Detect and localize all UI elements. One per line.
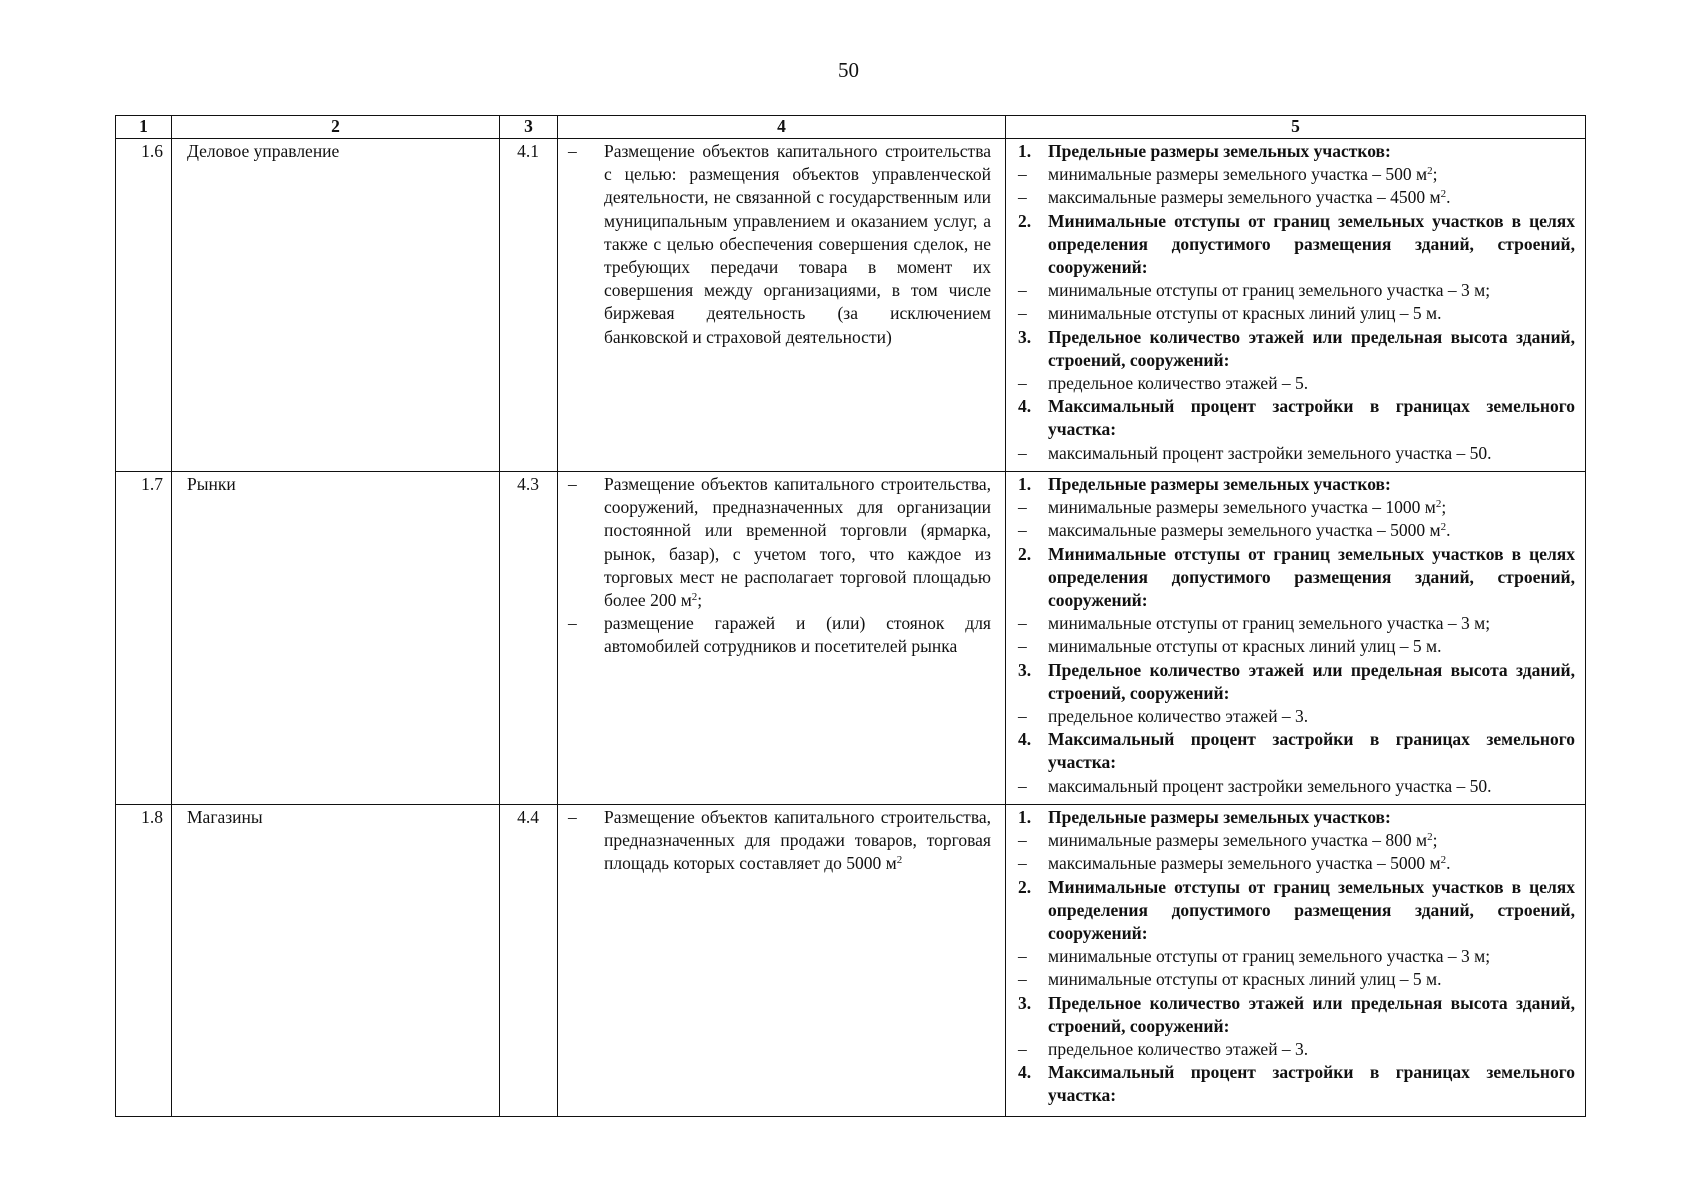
parameter-item xyxy=(1018,852,1575,875)
row-number: 1.7 xyxy=(116,472,172,805)
parameter-item xyxy=(1018,519,1575,542)
parameter-text xyxy=(1048,829,1575,852)
text-tail: . xyxy=(1446,187,1451,208)
description-text: размещение гаражей и (или) стоянок для автомобилей сотрудников и посетителей рынка xyxy=(604,613,991,657)
text-run: Размещение объектов капитального строительства, предназначенных для продажи товаров, торговая площадь которых составляет до 5000 м xyxy=(604,807,991,874)
parameter-text xyxy=(1048,775,1575,798)
dash-bullet: – xyxy=(568,474,577,494)
parameter-text xyxy=(1048,705,1575,728)
land-plot-parameters xyxy=(1006,472,1586,805)
text-run: минимальные размеры земельного участка – 500 м xyxy=(1048,164,1428,185)
land-plot-parameters xyxy=(1006,139,1586,472)
list-number: 2. xyxy=(1018,210,1032,231)
parameter-heading xyxy=(1018,395,1575,441)
dash-bullet: – xyxy=(1018,303,1027,324)
superscript: 2 xyxy=(1427,831,1433,844)
parameter-heading xyxy=(1018,473,1575,496)
list-number: 2. xyxy=(1018,543,1032,564)
text-run: минимальные отступы от красных линий улиц – 5 м. xyxy=(1048,969,1442,990)
text-run: Предельное количество этажей или предельная высота зданий, строений, сооружений: xyxy=(1048,659,1575,703)
row-number: 1.8 xyxy=(116,805,172,1117)
text-run: предельное количество этажей – 5. xyxy=(1048,373,1309,394)
parameter-item xyxy=(1018,1038,1575,1061)
dash-bullet: – xyxy=(1018,1039,1027,1060)
dash-bullet: – xyxy=(1018,442,1027,463)
description-list-item xyxy=(568,612,991,658)
text-run: минимальные отступы от границ земельного участка – 3 м; xyxy=(1048,946,1491,967)
parameter-item xyxy=(1018,635,1575,658)
land-use-code: 4.4 xyxy=(500,805,558,1117)
list-number: 2. xyxy=(1018,876,1032,897)
text-run: Предельное количество этажей или предельная высота зданий, строений, сооружений: xyxy=(1048,992,1575,1036)
parameter-item xyxy=(1018,612,1575,635)
text-tail: ; xyxy=(1432,164,1438,185)
parameter-text xyxy=(1048,659,1575,705)
dash-bullet: – xyxy=(1018,187,1027,208)
column-header-2: 2 xyxy=(172,116,500,139)
parameter-item xyxy=(1018,279,1575,302)
dash-bullet: – xyxy=(1018,636,1027,657)
superscript: 2 xyxy=(1427,165,1433,178)
dash-bullet: – xyxy=(1018,613,1027,634)
text-run: Размещение объектов капитального строительства, сооружений, предназначенных для организации постоянной или временной торговли (ярмарка, рынок, базар), с учетом того, что каждое из торговых мест не располагает торговой площадью более 200 м xyxy=(604,474,991,611)
parameter-heading xyxy=(1018,659,1575,705)
parameter-heading xyxy=(1018,210,1575,280)
table-row xyxy=(116,472,1586,805)
parameter-text xyxy=(1048,186,1575,209)
text-run: минимальные отступы от границ земельного участка – 3 м; xyxy=(1048,613,1491,634)
table-body xyxy=(116,139,1586,1117)
text-run: максимальные размеры земельного участка – 5000 м xyxy=(1048,853,1441,874)
parameter-heading xyxy=(1018,876,1575,946)
text-run: предельное количество этажей – 3. xyxy=(1048,1039,1309,1060)
land-use-description xyxy=(558,472,1006,805)
column-header-3: 3 xyxy=(500,116,558,139)
parameter-text xyxy=(1048,372,1575,395)
parameter-text xyxy=(1048,279,1575,302)
text-run: Максимальный процент застройки в границах земельного участка: xyxy=(1048,1062,1575,1106)
text-run: Минимальные отступы от границ земельных участков в целях определения допустимого размещения зданий, строений, сооружений: xyxy=(1048,210,1575,278)
description-list-item xyxy=(568,806,991,876)
land-use-name: Деловое управление xyxy=(172,139,500,472)
dash-bullet: – xyxy=(1018,946,1027,967)
superscript: 2 xyxy=(1435,498,1442,511)
parameter-item xyxy=(1018,968,1575,991)
land-use-description xyxy=(558,139,1006,472)
text-run: Предельные размеры земельных участков: xyxy=(1048,474,1391,494)
parameter-text xyxy=(1048,1038,1575,1061)
land-use-code: 4.3 xyxy=(500,472,558,805)
parameter-item xyxy=(1018,302,1575,325)
text-tail: ; xyxy=(1432,830,1438,851)
parameter-item xyxy=(1018,163,1575,186)
description-list-item xyxy=(568,473,991,612)
parameter-text xyxy=(1048,728,1575,774)
superscript: 2 xyxy=(1440,521,1447,534)
dash-bullet: – xyxy=(1018,830,1027,851)
parameter-text xyxy=(1048,945,1575,968)
text-run: Предельные размеры земельных участков: xyxy=(1048,807,1391,827)
description-text xyxy=(604,806,991,876)
text-run: максимальный процент застройки земельного участка – 50. xyxy=(1048,442,1492,463)
parameter-text xyxy=(1048,612,1575,635)
parameter-text xyxy=(1048,806,1575,829)
zoning-regulations-table xyxy=(115,115,1586,1117)
dash-bullet: – xyxy=(568,807,577,827)
parameter-item xyxy=(1018,775,1575,798)
superscript: 2 xyxy=(896,854,903,867)
parameter-text xyxy=(1048,852,1575,875)
dash-bullet: – xyxy=(1018,853,1027,874)
parameter-text xyxy=(1048,163,1575,186)
description-text: Размещение объектов капитального строительства с целью: размещения объектов управленческой деятельности, не связанной с государственным или муниципальным управлением и оказанием услуг, а также с целью обеспечения совершения сделок, не требующих передачи товара в момент их совершения между организациями, в том числе биржевая деятельность (за исключением банковской и страховой деятельности) xyxy=(604,141,991,347)
dash-bullet: – xyxy=(1018,373,1027,394)
parameter-text xyxy=(1048,968,1575,991)
parameter-heading xyxy=(1018,140,1575,163)
parameter-text xyxy=(1048,635,1575,658)
dash-bullet: – xyxy=(568,141,577,161)
list-number: 3. xyxy=(1018,992,1032,1013)
text-run: предельное количество этажей – 3. xyxy=(1048,706,1309,727)
parameter-item xyxy=(1018,829,1575,852)
list-number: 1. xyxy=(1018,807,1032,827)
parameter-item xyxy=(1018,442,1575,465)
dash-bullet: – xyxy=(1018,775,1027,796)
parameter-text xyxy=(1048,543,1575,613)
parameter-text xyxy=(1048,442,1575,465)
table-row xyxy=(116,139,1586,472)
text-run: максимальные размеры земельного участка – 5000 м xyxy=(1048,520,1441,541)
parameter-text xyxy=(1048,140,1575,163)
parameter-heading xyxy=(1018,543,1575,613)
parameter-text xyxy=(1048,302,1575,325)
land-use-description xyxy=(558,805,1006,1117)
description-text xyxy=(604,473,991,612)
dash-bullet: – xyxy=(1018,706,1027,727)
text-run: Предельное количество этажей или предельная высота зданий, строений, сооружений: xyxy=(1048,326,1575,370)
parameter-item xyxy=(1018,186,1575,209)
parameter-item xyxy=(1018,372,1575,395)
list-number: 3. xyxy=(1018,326,1032,347)
parameter-text xyxy=(1048,473,1575,496)
dash-bullet: – xyxy=(1018,520,1027,541)
parameter-heading xyxy=(1018,1061,1575,1107)
list-number: 4. xyxy=(1018,396,1032,417)
land-use-name: Магазины xyxy=(172,805,500,1117)
text-tail: ; xyxy=(1441,497,1447,518)
column-header-1: 1 xyxy=(116,116,172,139)
list-number: 4. xyxy=(1018,729,1032,750)
dash-bullet: – xyxy=(1018,280,1027,301)
land-use-code: 4.1 xyxy=(500,139,558,472)
text-tail: . xyxy=(1446,853,1451,874)
parameter-item xyxy=(1018,705,1575,728)
parameter-heading xyxy=(1018,992,1575,1038)
parameter-heading xyxy=(1018,728,1575,774)
parameter-text xyxy=(1048,496,1575,519)
dash-bullet: – xyxy=(1018,497,1027,518)
parameter-text xyxy=(1048,1061,1575,1107)
parameter-heading xyxy=(1018,806,1575,829)
dash-bullet: – xyxy=(1018,164,1027,185)
list-number: 1. xyxy=(1018,474,1032,494)
text-run: Предельные размеры земельных участков: xyxy=(1048,141,1391,161)
superscript: 2 xyxy=(691,591,698,604)
text-run: Минимальные отступы от границ земельных участков в целях определения допустимого размещения зданий, строений, сооружений: xyxy=(1048,876,1575,944)
text-run: минимальные отступы от границ земельного участка – 3 м; xyxy=(1048,280,1491,301)
row-number: 1.6 xyxy=(116,139,172,472)
superscript: 2 xyxy=(1440,854,1447,867)
text-run: Максимальный процент застройки в границах земельного участка: xyxy=(1048,396,1575,440)
text-tail: ; xyxy=(697,590,703,611)
superscript: 2 xyxy=(1440,188,1447,201)
page-number: 50 xyxy=(838,58,859,82)
parameter-text xyxy=(1048,326,1575,372)
text-tail: . xyxy=(1446,520,1451,541)
land-plot-parameters xyxy=(1006,805,1586,1117)
list-number: 3. xyxy=(1018,659,1032,680)
land-use-name: Рынки xyxy=(172,472,500,805)
table-row xyxy=(116,805,1586,1117)
parameter-text xyxy=(1048,519,1575,542)
parameter-text xyxy=(1048,395,1575,441)
text-run: Минимальные отступы от границ земельных участков в целях определения допустимого размещения зданий, строений, сооружений: xyxy=(1048,543,1575,611)
column-header-4: 4 xyxy=(558,116,1006,139)
list-number: 1. xyxy=(1018,141,1032,161)
text-run: минимальные отступы от красных линий улиц – 5 м. xyxy=(1048,303,1442,324)
description-list-item xyxy=(568,140,991,349)
table-header-row xyxy=(116,116,1586,139)
text-run: Максимальный процент застройки в границах земельного участка: xyxy=(1048,729,1575,773)
text-run: минимальные размеры земельного участка – 800 м xyxy=(1048,830,1428,851)
parameter-item xyxy=(1018,496,1575,519)
text-run: минимальные размеры земельного участка – 1000 м xyxy=(1048,497,1436,518)
parameter-text xyxy=(1048,876,1575,946)
column-header-5: 5 xyxy=(1006,116,1586,139)
parameter-item xyxy=(1018,945,1575,968)
text-run: максимальный процент застройки земельного участка – 50. xyxy=(1048,775,1492,796)
dash-bullet: – xyxy=(568,613,577,634)
text-run: максимальные размеры земельного участка – 4500 м xyxy=(1048,187,1441,208)
text-run: минимальные отступы от красных линий улиц – 5 м. xyxy=(1048,636,1442,657)
parameter-text xyxy=(1048,210,1575,280)
parameter-text xyxy=(1048,992,1575,1038)
dash-bullet: – xyxy=(1018,969,1027,990)
list-number: 4. xyxy=(1018,1062,1032,1083)
parameter-heading xyxy=(1018,326,1575,372)
